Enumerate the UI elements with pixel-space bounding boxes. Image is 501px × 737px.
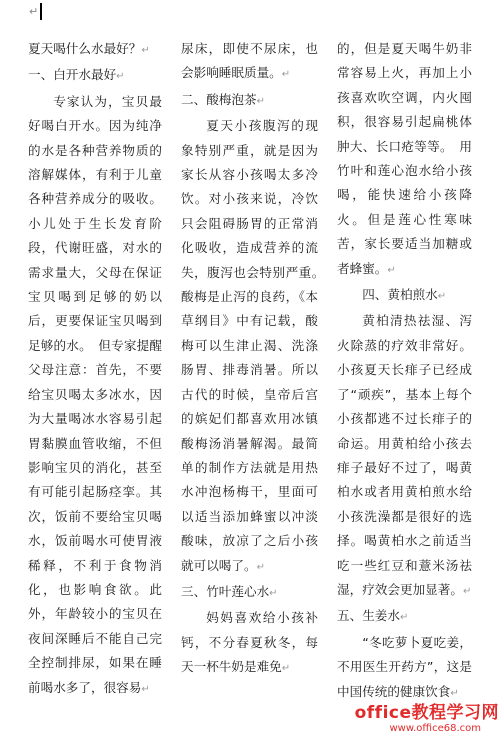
watermark-url: www.office68.com <box>389 723 481 734</box>
paragraph: 专家认为，宝贝最好喝白开水。因为纯净的水是各种营养物质的溶解媒体，有利于儿童各种营养成分的吸收。小儿处于生长发育阶段，代谢旺盛，对水的需求量大，父母在保证宝贝喝到足够的奶以后，更要保证宝贝喝到足够的水。 但专家提醒父母注意：首先，不要给宝贝喝太多冰水，因为大量喝冰水容易引起胃黏膜血管收缩，不但影响宝贝的消化，甚至有可能引起肠痉挛。其次，饭前不要给宝贝喝水，饭前喝水可使胃液稀释，不利于食物消化，也影响食欲。此外，年龄较小的宝贝在夜间深睡后不能自己完全控制排尿，如果在睡前喝水多了，很容易↵ <box>28 93 162 695</box>
paragraph: 妈妈喜欢给小孩补钙，不分春夏秋冬，每天一杯牛奶是难免↵ <box>181 610 318 675</box>
paragraph: 夏天小孩腹泻的现象特别严重，就是因为家长从容小孩喝太多冷饮。对小孩来说，冷饮只会阻碍肠胃的正常消化吸收，造成营养的流失，腹泻也会特别严重。 酸梅是止泻的良药，《本草纲目》中有记载，酸梅可以生津止渴、洗涤肠胃、排毒消暑。所以古代的时候，皇帝后宫的嫔妃们都喜欢用冰镇酸梅汤消暑解渴。最简单的制作方法就是用热水冲泡杨梅干，里面可以适当添加蜂蜜以冲淡酸味，放凉了之后小孩就可以喝了。↵ <box>181 118 331 573</box>
paragraph: 一、白开水最好↵ <box>28 67 125 83</box>
text-column-2[interactable] <box>181 37 331 737</box>
paragraph: 二、酸梅泡茶↵ <box>181 91 265 107</box>
paragraph: 五、生姜水↵ <box>337 608 409 624</box>
watermark-title: office教程学习网 <box>354 703 499 723</box>
paragraph: 的，但是夏天喝牛奶非常容易上火，再加上小孩喜欢吹空调，内火囤积，很容易引起扁桃体肿大、长口疮等等。 用竹叶和莲心泡水给小孩喝，能快速给小孩降火。但是莲心性寒味苦，家长要适当加糖或者蜂蜜。↵ <box>337 41 472 276</box>
paragraph: 三、竹叶莲心水↵ <box>181 583 278 599</box>
text-column-1[interactable] <box>28 37 162 737</box>
text-caret <box>40 3 42 20</box>
paragraph: 夏天喝什么水最好？↵ <box>28 41 150 56</box>
paragraph-mark: ↵ <box>29 5 39 18</box>
paragraph: 尿床，即使不尿床，也会影响睡眠质量。↵ <box>181 41 318 81</box>
paragraph: 黄柏清热祛湿、泻火除蒸的疗效非常好。小孩夏天长痱子已经成了“顽疾”，基本上每个小孩都逃不过长痱子的命运。用黄柏给小孩去痱子最好不过了，喝黄柏水或者用黄柏煎水给小孩洗澡都是很好的选择。喝黄柏水之前适当吃一些红豆和薏米汤祛湿，疗效会更加显著。↵ <box>337 313 472 597</box>
text-column-3[interactable] <box>337 37 472 737</box>
paragraph: 四、黄柏煎水↵ <box>362 287 447 303</box>
paragraph: “冬吃萝卜夏吃姜，不用医生开药方”，这是中国传统的健康饮食↵ <box>337 634 472 699</box>
